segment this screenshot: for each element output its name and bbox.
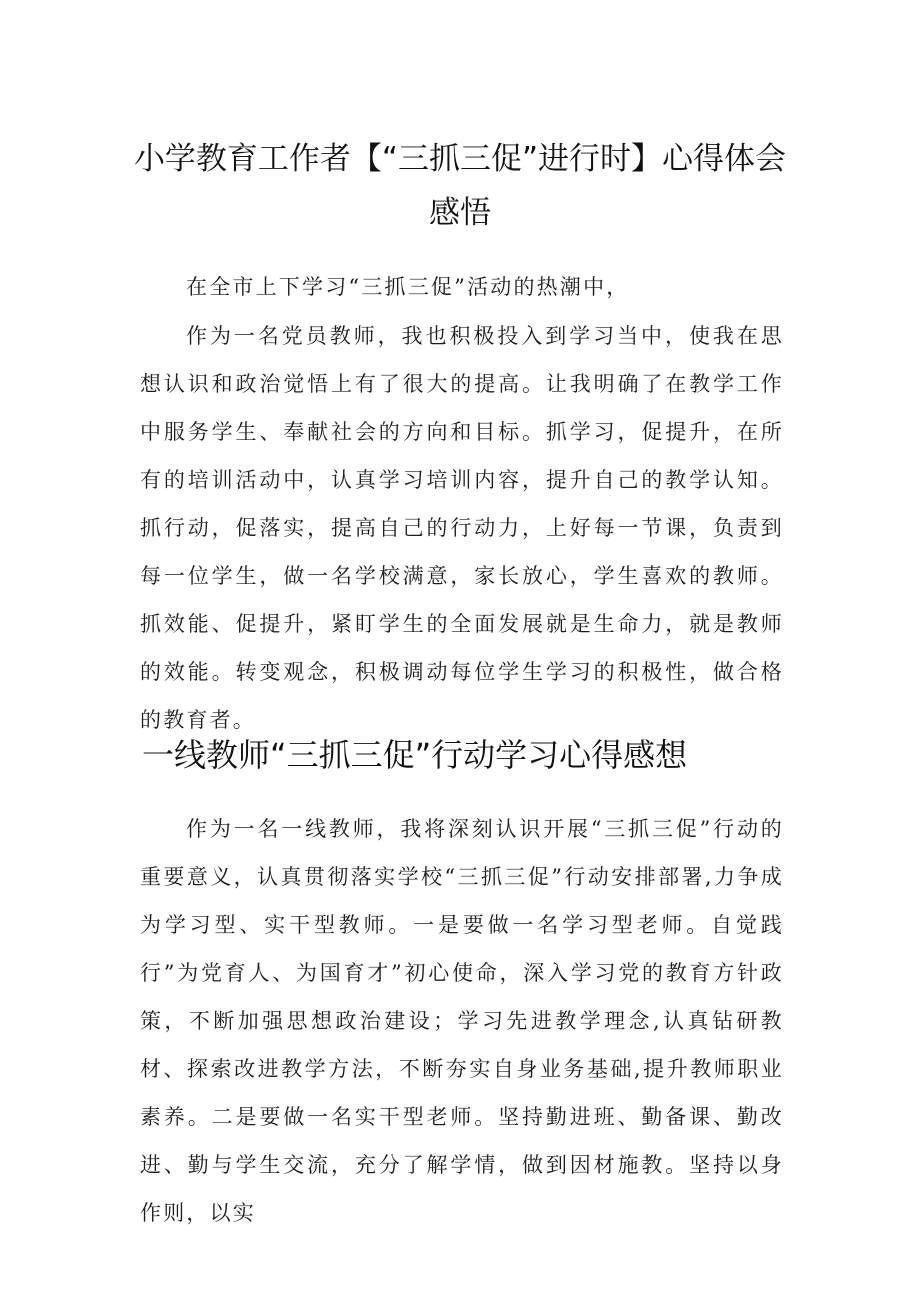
section-title: 一线教师“三抓三促”行动学习心得感想 [142,736,688,774]
intro-paragraph: 在全市上下学习“三抓三促”活动的热潮中， [186,275,630,299]
section-paragraph: 作为一名一线教师，我将深刻认识开展“三抓三促”行动的重要意义，认真贯彻落实学校“三抓三促”行动安排部署,力争成为学习型、实干型教师。一是要做一名学习型老师。自觉践行”为党育人、为国育才”初心使命，深入学习党的教育方针政策，不断加强思想政治建设；学习先进教学理念,认真钻研教材、探索改进教学方法，不断夯实自身业务基础,提升教师职业素养。二是要做一名实干型老师。坚持勤进班、勤备课、勤改进、勤与学生交流，充分了解学情，做到因材施教。坚持以身作则，以实 [140,817,784,1225]
document-title: 小学教育工作者【“三抓三促”进行时】心得体会感悟 [133,141,787,231]
body-paragraph: 作为一名党员教师，我也积极投入到学习当中，使我在思想认识和政治觉悟上有了很大的提高。让我明确了在教学工作中服务学生、奉献社会的方向和目标。抓学习，促提升，在所有的培训活动中，认真学习培训内容，提升自己的教学认知。抓行动，促落实，提高自己的行动力，上好每一节课，负责到每一位学生，做一名学校满意，家长放心，学生喜欢的教师。抓效能、促提升，紧盯学生的全面发展就是生命力，就是教师的效能。转变观念，积极调动每位学生学习的积极性，做合格的教育者。 [140,324,784,732]
